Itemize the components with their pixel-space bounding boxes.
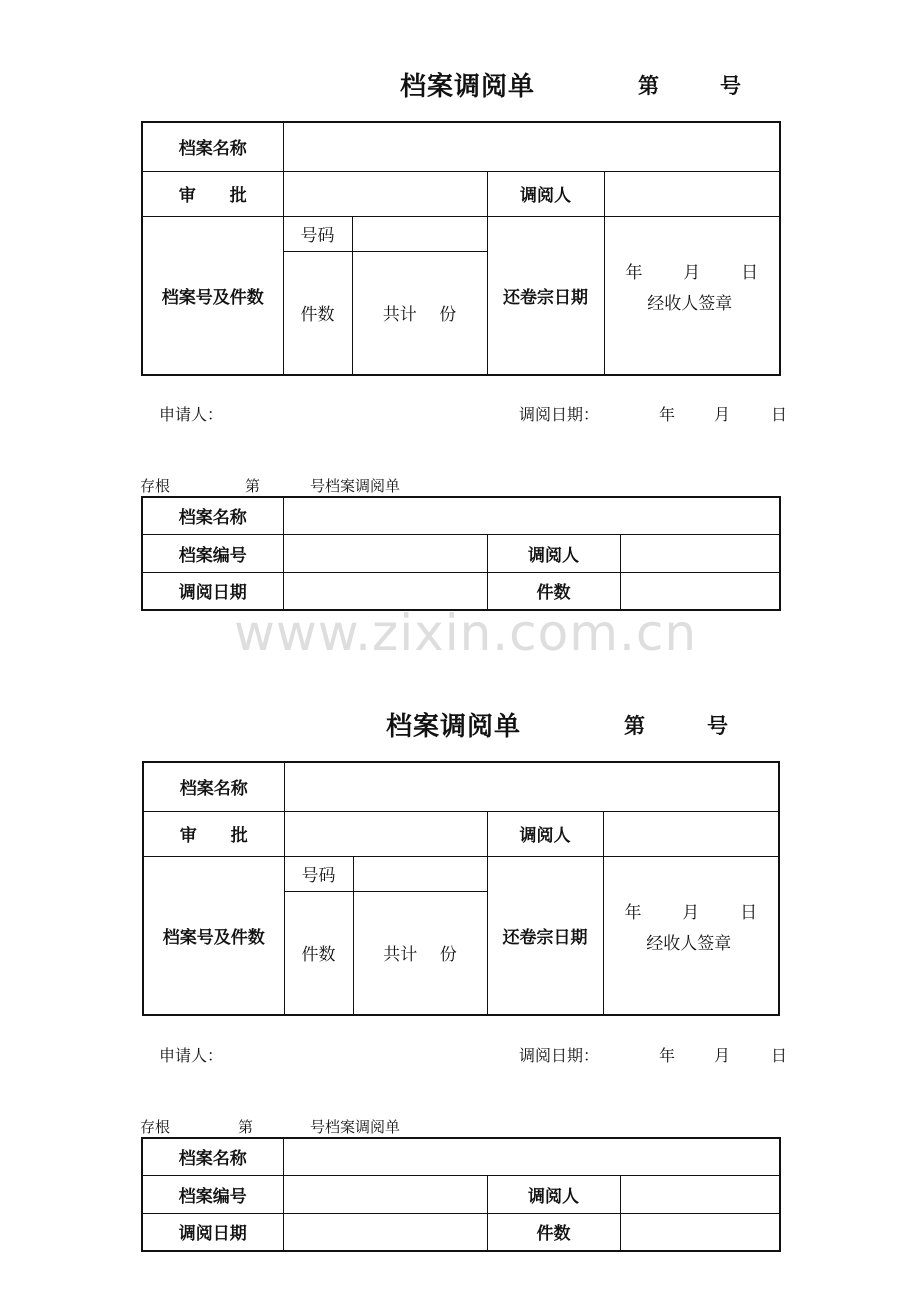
date-month-2: 月 — [682, 903, 700, 924]
stub-archive-name-label: 档案名称 — [142, 497, 283, 534]
form-number-suffix-2: 号 — [707, 714, 728, 738]
stub-read-date-field-2[interactable] — [283, 1213, 487, 1251]
approval-field[interactable] — [283, 171, 487, 216]
watermark: www.zixin.com.cn — [234, 604, 698, 662]
stub-reader-label: 调阅人 — [487, 534, 620, 572]
stub-archive-code-label-2: 档案编号 — [142, 1175, 283, 1213]
stub-archive-name-field-2[interactable] — [283, 1138, 780, 1175]
request-table-2 — [142, 761, 780, 1016]
approval-label: 审 批 — [142, 171, 283, 216]
number-label: 号码 — [283, 216, 352, 251]
read-date-month: 月 — [714, 405, 731, 424]
approval-field-2[interactable] — [284, 811, 487, 856]
stub-count-label: 件数 — [487, 572, 620, 610]
archive-name-field[interactable] — [283, 122, 780, 171]
form-number-prefix: 第 — [638, 74, 659, 98]
stub-read-date-label: 调阅日期 — [142, 572, 283, 610]
date-month: 月 — [683, 263, 701, 284]
request-table — [141, 121, 781, 376]
reader-field-2[interactable] — [603, 811, 779, 856]
number-label-2: 号码 — [284, 856, 353, 891]
return-date-label-2: 还卷宗日期 — [487, 856, 603, 1015]
count-label: 件数 — [283, 251, 352, 375]
stub-caption-prefix-2: 存根 — [140, 1118, 171, 1136]
date-year: 年 — [625, 263, 643, 284]
archive-no-count-label: 档案号及件数 — [142, 216, 283, 375]
stub-reader-field[interactable] — [620, 534, 780, 572]
archive-no-count-label-2: 档案号及件数 — [143, 856, 284, 1015]
reader-label: 调阅人 — [487, 171, 604, 216]
read-date-month-2: 月 — [714, 1046, 731, 1065]
read-date-label: 调阅日期： — [519, 405, 600, 424]
stub-caption-suffix-2: 号档案调阅单 — [310, 1118, 401, 1136]
archive-name-label: 档案名称 — [142, 122, 283, 171]
stub-caption-mid: 第 — [245, 477, 261, 495]
stub-table — [141, 496, 781, 611]
stub-caption-prefix: 存根 — [140, 477, 171, 495]
read-date-day: 日 — [771, 405, 788, 424]
handler-sign-label-2: 经收人签章 — [646, 934, 732, 955]
handler-sign-label: 经收人签章 — [647, 294, 733, 315]
stub-archive-code-field[interactable] — [283, 534, 487, 572]
form-title: 档案调阅单 — [400, 72, 536, 102]
return-date-label: 还卷宗日期 — [487, 216, 604, 375]
applicant-label: 申请人： — [159, 405, 224, 424]
stub-caption-mid-2: 第 — [238, 1118, 254, 1136]
stub-count-label-2: 件数 — [487, 1213, 620, 1251]
total-label-2: 共计 份 — [353, 891, 487, 1015]
stub-count-field-2[interactable] — [620, 1213, 780, 1251]
form-number-suffix: 号 — [720, 74, 741, 98]
stub-reader-label-2: 调阅人 — [487, 1175, 620, 1213]
stub-caption-suffix: 号档案调阅单 — [310, 477, 401, 495]
stub-archive-code-field-2[interactable] — [283, 1175, 487, 1213]
stub-archive-name-label-2: 档案名称 — [142, 1138, 283, 1175]
stub-table-2 — [141, 1137, 781, 1252]
date-year-2: 年 — [624, 903, 642, 924]
read-date-label-2: 调阅日期： — [519, 1046, 600, 1065]
stub-archive-code-label: 档案编号 — [142, 534, 283, 572]
stub-archive-name-field[interactable] — [283, 497, 780, 534]
read-date-year: 年 — [659, 405, 676, 424]
return-date-cell-2[interactable] — [603, 856, 779, 1015]
applicant-label-2: 申请人： — [159, 1046, 224, 1065]
return-date-cell[interactable] — [604, 216, 780, 375]
reader-label-2: 调阅人 — [487, 811, 603, 856]
number-field[interactable] — [352, 216, 487, 251]
total-label: 共计 份 — [352, 251, 487, 375]
date-day-2: 日 — [740, 903, 758, 924]
date-day: 日 — [741, 263, 759, 284]
form-title-2: 档案调阅单 — [386, 712, 522, 742]
approval-label-2: 审 批 — [143, 811, 284, 856]
stub-reader-field-2[interactable] — [620, 1175, 780, 1213]
archive-name-label-2: 档案名称 — [143, 762, 284, 811]
reader-field[interactable] — [604, 171, 780, 216]
archive-name-field-2[interactable] — [284, 762, 779, 811]
count-label-2: 件数 — [284, 891, 353, 1015]
read-date-day-2: 日 — [771, 1046, 788, 1065]
number-field-2[interactable] — [353, 856, 487, 891]
read-date-year-2: 年 — [659, 1046, 676, 1065]
form-number-prefix-2: 第 — [624, 714, 645, 738]
stub-read-date-label-2: 调阅日期 — [142, 1213, 283, 1251]
